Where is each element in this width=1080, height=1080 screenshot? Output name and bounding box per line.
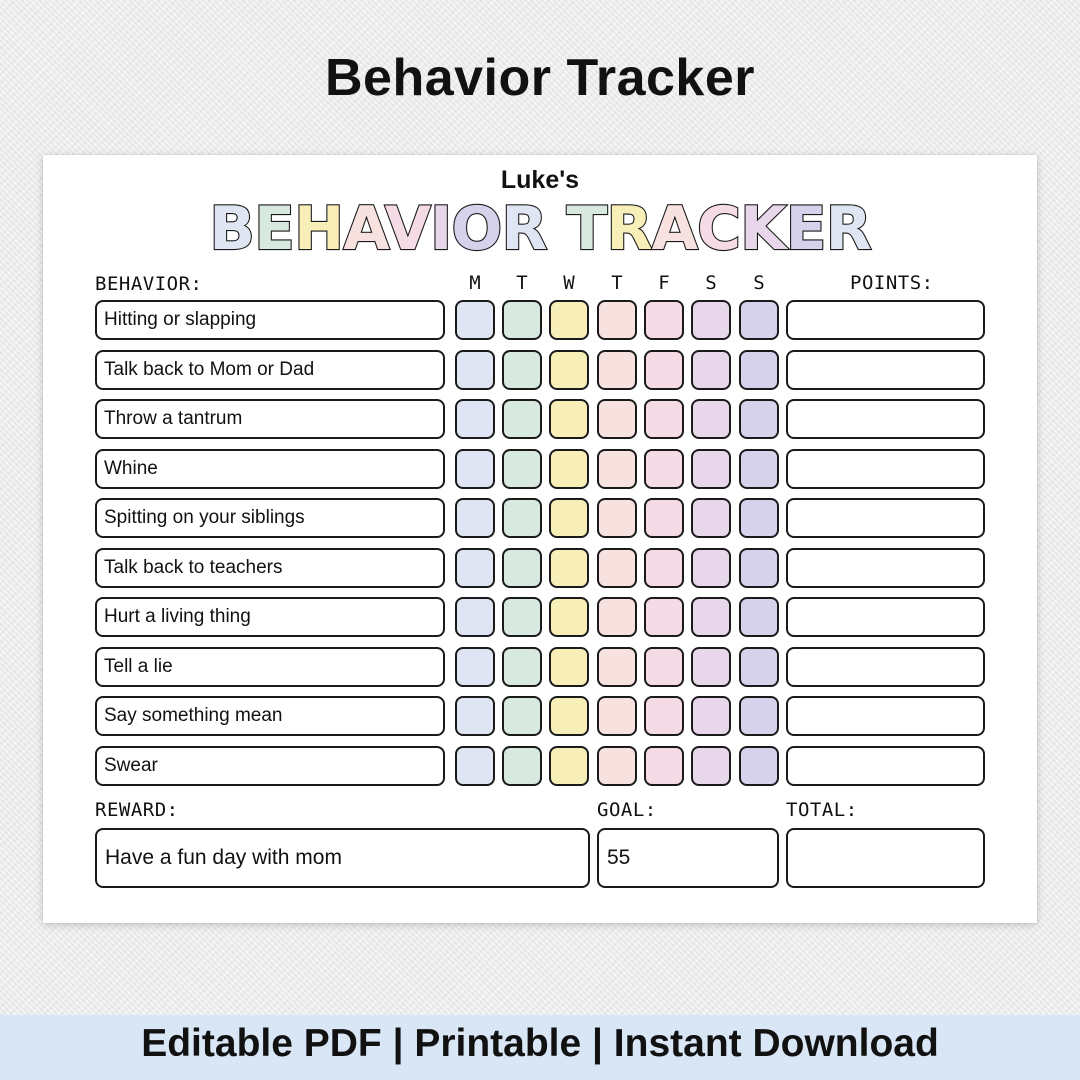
title-art-text: BEHAVIOR TRACKER <box>209 194 871 264</box>
banner-text: Editable PDF | Printable | Instant Download <box>141 1022 939 1065</box>
day-checkbox[interactable] <box>502 300 542 340</box>
behavior-field[interactable]: Tell a lie <box>95 647 445 687</box>
points-field[interactable] <box>786 548 985 588</box>
day-header: F <box>658 272 670 294</box>
day-checkbox[interactable] <box>502 449 542 489</box>
day-checkbox[interactable] <box>597 746 637 786</box>
day-checkbox[interactable] <box>549 350 589 390</box>
day-header: S <box>753 272 765 294</box>
total-label: TOTAL: <box>786 799 858 821</box>
day-checkbox[interactable] <box>549 399 589 439</box>
day-checkbox[interactable] <box>549 498 589 538</box>
points-field[interactable] <box>786 498 985 538</box>
day-checkbox[interactable] <box>502 350 542 390</box>
day-checkbox[interactable] <box>691 597 731 637</box>
day-header: S <box>705 272 717 294</box>
day-checkbox[interactable] <box>597 696 637 736</box>
day-checkbox[interactable] <box>691 449 731 489</box>
behavior-field[interactable]: Whine <box>95 449 445 489</box>
day-checkbox[interactable] <box>644 746 684 786</box>
day-checkbox[interactable] <box>502 548 542 588</box>
day-checkbox[interactable] <box>691 498 731 538</box>
behavior-field[interactable]: Spitting on your siblings <box>95 498 445 538</box>
behavior-field[interactable]: Swear <box>95 746 445 786</box>
day-header: T <box>611 272 623 294</box>
behavior-field[interactable]: Say something mean <box>95 696 445 736</box>
day-checkbox[interactable] <box>739 498 779 538</box>
points-field[interactable] <box>786 300 985 340</box>
behavior-tracker-title-art <box>209 193 871 264</box>
day-checkbox[interactable] <box>455 597 495 637</box>
total-field[interactable] <box>786 828 985 888</box>
day-checkbox[interactable] <box>455 449 495 489</box>
page-title: Behavior Tracker <box>324 49 756 107</box>
day-checkbox[interactable] <box>691 350 731 390</box>
points-field[interactable] <box>786 350 985 390</box>
day-header: M <box>469 272 481 294</box>
day-checkbox[interactable] <box>455 548 495 588</box>
day-checkbox[interactable] <box>455 350 495 390</box>
day-checkbox[interactable] <box>502 696 542 736</box>
points-field[interactable] <box>786 449 985 489</box>
day-header: W <box>563 272 575 294</box>
day-checkbox[interactable] <box>549 548 589 588</box>
day-checkbox[interactable] <box>502 498 542 538</box>
day-checkbox[interactable] <box>455 498 495 538</box>
points-field[interactable] <box>786 647 985 687</box>
day-checkbox[interactable] <box>691 696 731 736</box>
behavior-header: BEHAVIOR: <box>95 273 203 295</box>
tracker-sheet <box>43 155 1037 923</box>
day-checkbox[interactable] <box>597 300 637 340</box>
points-field[interactable] <box>786 746 985 786</box>
day-checkbox[interactable] <box>739 696 779 736</box>
day-checkbox[interactable] <box>739 548 779 588</box>
day-checkbox[interactable] <box>502 597 542 637</box>
day-checkbox[interactable] <box>597 597 637 637</box>
goal-label: GOAL: <box>597 799 657 821</box>
day-checkbox[interactable] <box>597 498 637 538</box>
day-checkbox[interactable] <box>502 746 542 786</box>
day-checkbox[interactable] <box>691 746 731 786</box>
behavior-field[interactable]: Hurt a living thing <box>95 597 445 637</box>
day-checkbox[interactable] <box>691 548 731 588</box>
day-checkbox[interactable] <box>502 647 542 687</box>
day-checkbox[interactable] <box>644 647 684 687</box>
day-checkbox[interactable] <box>644 696 684 736</box>
day-checkbox[interactable] <box>549 696 589 736</box>
day-checkbox[interactable] <box>455 647 495 687</box>
day-checkbox[interactable] <box>455 746 495 786</box>
day-checkbox[interactable] <box>549 597 589 637</box>
behavior-field[interactable]: Hitting or slapping <box>95 300 445 340</box>
day-checkbox[interactable] <box>644 548 684 588</box>
reward-label: REWARD: <box>95 799 179 821</box>
day-header: T <box>516 272 528 294</box>
day-checkbox[interactable] <box>549 300 589 340</box>
behavior-field[interactable]: Talk back to Mom or Dad <box>95 350 445 390</box>
points-field[interactable] <box>786 696 985 736</box>
day-checkbox[interactable] <box>739 399 779 439</box>
behavior-field[interactable]: Throw a tantrum <box>95 399 445 439</box>
day-checkbox[interactable] <box>644 350 684 390</box>
day-checkbox[interactable] <box>597 548 637 588</box>
day-checkbox[interactable] <box>739 350 779 390</box>
day-checkbox[interactable] <box>597 647 637 687</box>
day-checkbox[interactable] <box>691 300 731 340</box>
day-checkbox[interactable] <box>644 498 684 538</box>
day-checkbox[interactable] <box>455 399 495 439</box>
owner-name: Luke's <box>500 166 580 194</box>
day-checkbox[interactable] <box>549 449 589 489</box>
day-checkbox[interactable] <box>502 399 542 439</box>
points-field[interactable] <box>786 597 985 637</box>
day-checkbox[interactable] <box>739 597 779 637</box>
day-checkbox[interactable] <box>691 399 731 439</box>
goal-field[interactable]: 55 <box>597 828 779 888</box>
day-checkbox[interactable] <box>597 350 637 390</box>
day-checkbox[interactable] <box>739 746 779 786</box>
day-checkbox[interactable] <box>691 647 731 687</box>
day-checkbox[interactable] <box>739 300 779 340</box>
points-field[interactable] <box>786 399 985 439</box>
day-checkbox[interactable] <box>739 647 779 687</box>
day-checkbox[interactable] <box>644 300 684 340</box>
day-checkbox[interactable] <box>549 647 589 687</box>
reward-field[interactable]: Have a fun day with mom <box>95 828 590 888</box>
day-checkbox[interactable] <box>644 399 684 439</box>
behavior-field[interactable]: Talk back to teachers <box>95 548 445 588</box>
day-checkbox[interactable] <box>597 449 637 489</box>
day-checkbox[interactable] <box>644 449 684 489</box>
day-checkbox[interactable] <box>597 399 637 439</box>
points-header: POINTS: <box>850 272 934 294</box>
day-checkbox[interactable] <box>739 449 779 489</box>
day-checkbox[interactable] <box>455 696 495 736</box>
day-checkbox[interactable] <box>644 597 684 637</box>
day-checkbox[interactable] <box>549 746 589 786</box>
day-checkbox[interactable] <box>455 300 495 340</box>
